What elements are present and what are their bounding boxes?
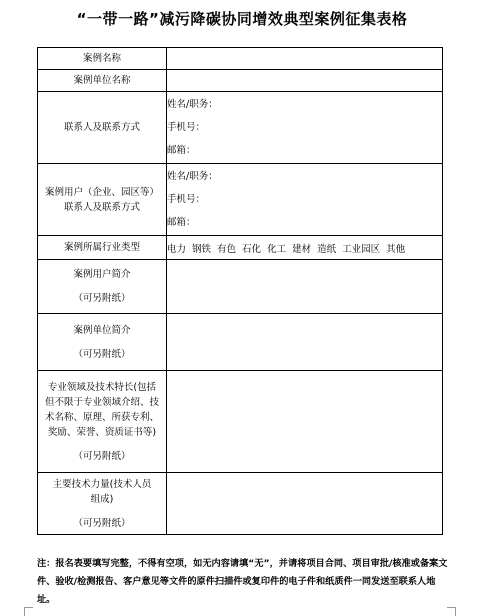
unit-intro-field[interactable] <box>167 314 443 371</box>
contact-label: 联系人及联系方式 <box>38 92 167 164</box>
footnote: 注：报名表要填写完整，不得有空项，如无内容请填“无”，并请将项目合同、项目审批/核准或备案文件、验收/检测报告、客户意见等文件的原件扫描件或复印件的电子件和纸质件一同发送至联系人地址。 <box>37 558 448 605</box>
row-unit-intro <box>38 314 443 371</box>
row-tech-force <box>38 473 443 535</box>
industry-option[interactable]: 石化 <box>242 243 262 255</box>
page-corner-mark-left <box>24 607 33 616</box>
expertise-field[interactable] <box>167 371 443 473</box>
user-intro-attach-note: （可另附纸） <box>73 293 131 304</box>
case-name-field[interactable] <box>167 48 443 70</box>
row-contact <box>38 92 443 164</box>
user-contact-name-title: 姓名/职务： <box>167 171 218 182</box>
tech-force-title: 主要技术力量(技术人员组成) <box>52 478 152 505</box>
row-case-name <box>38 48 443 70</box>
contact-email: 邮箱： <box>167 145 196 156</box>
industry-option[interactable]: 钢铁 <box>192 243 212 255</box>
user-contact-field[interactable] <box>167 164 443 236</box>
contact-name-title: 姓名/职务： <box>167 99 218 110</box>
user-contact-label: 案例用户（企业、园区等）联系人及联系方式 <box>38 164 167 236</box>
contact-phone: 手机号： <box>167 122 206 133</box>
industry-options <box>167 241 442 255</box>
user-intro-field[interactable] <box>167 260 443 314</box>
unit-intro-title: 案例单位简介 <box>73 324 131 336</box>
row-user-contact <box>38 164 443 236</box>
row-case-unit-name <box>38 70 443 92</box>
industry-field <box>167 236 443 260</box>
application-form-table <box>37 47 443 535</box>
case-unit-name-label: 案例单位名称 <box>38 70 167 92</box>
row-industry <box>38 236 443 260</box>
page-corner-mark-right <box>447 607 456 616</box>
contact-field[interactable] <box>167 92 443 164</box>
industry-option[interactable]: 有色 <box>217 243 237 255</box>
expertise-label <box>38 371 167 473</box>
user-contact-email: 邮箱： <box>167 217 196 228</box>
unit-intro-attach-note: （可另附纸） <box>73 348 131 360</box>
industry-option[interactable]: 工业园区 <box>342 243 381 255</box>
expertise-attach-note: （可另附纸） <box>73 450 131 462</box>
industry-option[interactable]: 电力 <box>167 243 187 255</box>
user-intro-label <box>38 260 167 314</box>
user-intro-title: 案例用户简介 <box>73 269 131 280</box>
tech-force-label <box>38 473 167 535</box>
form-title: “一带一路”减污降碳协同增效典型案例征集表格 <box>76 10 408 28</box>
expertise-title: 专业领域及技术特长(包括但不限于专业领域介绍、技术名称、原理、所获专利、奖励、荣誉、资质证书等) <box>44 381 159 438</box>
case-name-label: 案例名称 <box>38 48 167 70</box>
industry-label: 案例所属行业类型 <box>38 236 167 260</box>
case-unit-name-field[interactable] <box>167 70 443 92</box>
row-user-intro <box>38 260 443 314</box>
industry-option[interactable]: 其他 <box>386 243 406 255</box>
row-expertise <box>38 371 443 473</box>
user-contact-phone: 手机号： <box>167 194 206 205</box>
unit-intro-label <box>38 314 167 371</box>
industry-option[interactable]: 建材 <box>292 243 312 255</box>
tech-force-field[interactable] <box>167 473 443 535</box>
industry-option[interactable]: 造纸 <box>317 243 337 255</box>
tech-force-attach-note: （可另附纸） <box>73 517 131 529</box>
industry-option[interactable]: 化工 <box>267 243 287 255</box>
